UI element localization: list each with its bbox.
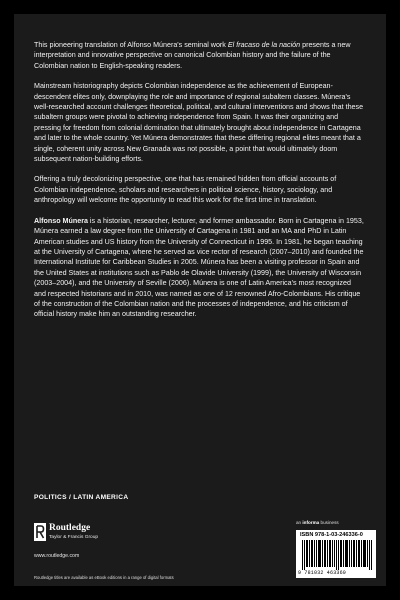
publisher-group: Taylor & Francis Group xyxy=(49,535,99,540)
informa-business-tag: an informa business xyxy=(296,520,339,525)
publisher-website[interactable]: www.routledge.com xyxy=(34,553,80,559)
audience-paragraph: Offering a truly decolonizing perspective, one that has remained hidden from official accounts of Colombian independence, scholars and researchers in political science, history, sociology, and anthropology will welcome the opportunity to read this work for the first time in translation. xyxy=(34,175,337,205)
isbn-label: ISBN 978-1-03-246336-0 xyxy=(300,532,363,538)
back-cover-blurb xyxy=(34,40,364,330)
author-name: Alfonso Múnera xyxy=(34,216,88,225)
book-title: El fracaso de la nación xyxy=(227,41,301,49)
publisher-name: Routledge xyxy=(49,523,91,533)
subject-category: POLITICS / LATIN AMERICA xyxy=(34,494,129,501)
historiography-paragraph: Mainstream historiography depicts Colombian independence as the achievement of European-descendent elites only, downplaying the role and importance of regional subaltern classes. Múnera's well-researched account challenges theoretical, political, and cultural interventions and shows that these subaltern groups were pivotal to achieving independence from Spain. It was their organizing and pressing for freedom from colonial domination that ultimately brought about independence in Cartagena and later to the whole country. Yet Múnera demonstrates that these differing regional elites meant that a single, coherent unity across New Granada was not possible, a point that would ultimately doom subsequent nation-building efforts. xyxy=(34,82,364,164)
barcode-digits: 9 781032 463360 xyxy=(298,570,347,576)
barcode-icon xyxy=(302,540,372,570)
ebook-footnote: Routledge titles are available as eBook editions in a range of digital formats xyxy=(34,575,174,580)
author-bio: Alfonso Múnera is a historian, researcher, lecturer, and former ambassador. Born in Cartagena in 1953, Múnera earned a law degree from the University of Cartagena in 1981 and an MA and PhD in Latin American studies and US history from the University of Connecticut in 1995. In 1981, he began teaching at the University of Cartagena, where he served as vice rector of research (2007–2010) and founded the International Institute for Caribbean Studies in 2005. Múnera has been a visiting professor in Spain and the United States at institutions such as Pablo de Olavide University (1999), the University of Wisconsin (2003–2004), and the University of Seville (2006). Múnera is one of Latin America's most recognized and respected historians and in 2010, was named as one of 12 renowned Afro-Colombians. His critique of the construction of the Colombian nation and the processes of independence, and his criticism of official history make him an outstanding researcher. xyxy=(34,216,364,319)
intro-paragraph: This pioneering translation of Alfonso Múnera's seminal work El fracaso de la nación presents a new interpretation and innovative perspective on canonical Colombian history and the failure of the Colombian nation to English-speaking readers. xyxy=(34,41,351,70)
routledge-mark-icon xyxy=(34,523,46,541)
